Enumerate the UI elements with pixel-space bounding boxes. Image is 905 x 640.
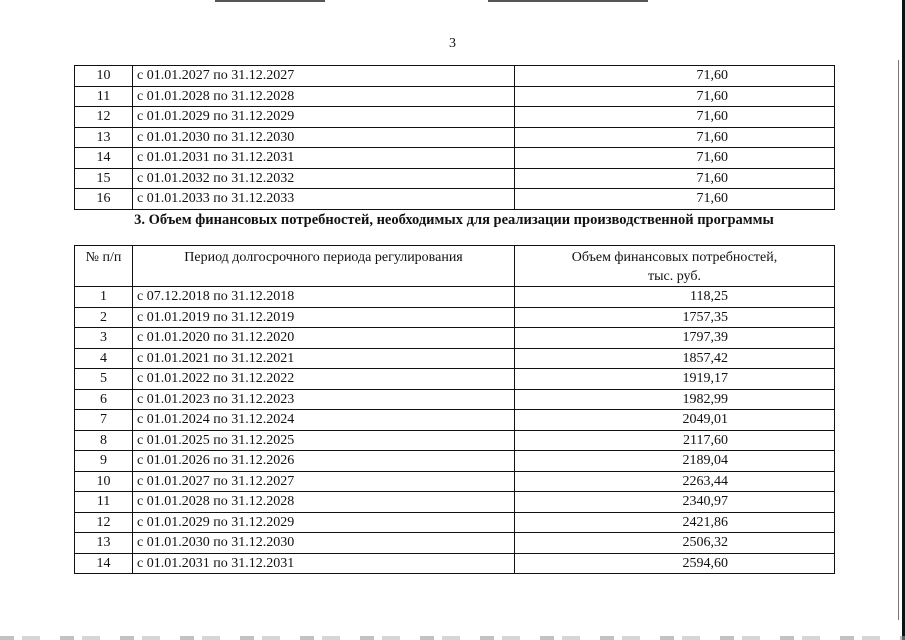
row-period: с 01.01.2022 по 31.12.2022 bbox=[133, 369, 515, 390]
table-row bbox=[75, 410, 835, 431]
row-period: с 01.01.2032 по 31.12.2032 bbox=[133, 168, 515, 189]
table-row bbox=[75, 127, 835, 148]
table-row bbox=[75, 492, 835, 513]
row-value: 71,60 bbox=[515, 107, 835, 128]
header-volume bbox=[515, 246, 835, 287]
table-row bbox=[75, 168, 835, 189]
row-number: 7 bbox=[75, 410, 133, 431]
row-value: 2263,44 bbox=[515, 471, 835, 492]
row-number: 14 bbox=[75, 553, 133, 574]
header-volume-line2: тыс. руб. bbox=[648, 269, 701, 284]
row-value: 2189,04 bbox=[515, 451, 835, 472]
row-value: 1757,35 bbox=[515, 307, 835, 328]
row-number: 2 bbox=[75, 307, 133, 328]
table-row bbox=[75, 107, 835, 128]
row-period: с 01.01.2030 по 31.12.2030 bbox=[133, 127, 515, 148]
row-period: с 01.01.2027 по 31.12.2027 bbox=[133, 471, 515, 492]
row-value: 71,60 bbox=[515, 168, 835, 189]
table-row bbox=[75, 66, 835, 87]
table-row bbox=[75, 287, 835, 308]
row-number: 5 bbox=[75, 369, 133, 390]
table-row bbox=[75, 189, 835, 210]
row-number: 14 bbox=[75, 148, 133, 169]
table-row bbox=[75, 389, 835, 410]
row-value: 71,60 bbox=[515, 86, 835, 107]
table-row bbox=[75, 533, 835, 554]
table-row bbox=[75, 86, 835, 107]
row-period: с 01.01.2021 по 31.12.2021 bbox=[133, 348, 515, 369]
row-period: с 01.01.2028 по 31.12.2028 bbox=[133, 86, 515, 107]
financial-needs-table bbox=[74, 245, 835, 574]
table-row bbox=[75, 512, 835, 533]
row-value: 71,60 bbox=[515, 148, 835, 169]
row-number: 13 bbox=[75, 533, 133, 554]
scan-top-mark bbox=[488, 0, 648, 2]
row-value: 1857,42 bbox=[515, 348, 835, 369]
row-value: 1982,99 bbox=[515, 389, 835, 410]
table-row bbox=[75, 451, 835, 472]
table-row bbox=[75, 328, 835, 349]
row-period: с 01.01.2031 по 31.12.2031 bbox=[133, 553, 515, 574]
header-volume-line1: Объем финансовых потребностей, bbox=[571, 250, 778, 265]
page-number: 3 bbox=[449, 36, 456, 51]
table-row bbox=[75, 148, 835, 169]
row-period: с 01.01.2029 по 31.12.2029 bbox=[133, 512, 515, 533]
header-num: № п/п bbox=[75, 246, 133, 287]
tariff-table-continued bbox=[74, 65, 835, 210]
row-value: 71,60 bbox=[515, 127, 835, 148]
row-value: 1797,39 bbox=[515, 328, 835, 349]
row-value: 71,60 bbox=[515, 66, 835, 87]
table-row bbox=[75, 369, 835, 390]
table-row bbox=[75, 553, 835, 574]
section-title: 3. Объем финансовых потребностей, необходимых для реализации производственной программы bbox=[134, 212, 774, 228]
row-value: 2594,60 bbox=[515, 553, 835, 574]
row-period: с 01.01.2023 по 31.12.2023 bbox=[133, 389, 515, 410]
row-number: 6 bbox=[75, 389, 133, 410]
row-number: 4 bbox=[75, 348, 133, 369]
row-number: 11 bbox=[75, 86, 133, 107]
row-period: с 01.01.2031 по 31.12.2031 bbox=[133, 148, 515, 169]
row-period: с 01.01.2028 по 31.12.2028 bbox=[133, 492, 515, 513]
row-value: 1919,17 bbox=[515, 369, 835, 390]
row-period: с 01.01.2025 по 31.12.2025 bbox=[133, 430, 515, 451]
scan-bottom-noise bbox=[0, 636, 905, 640]
row-number: 12 bbox=[75, 512, 133, 533]
row-value: 2117,60 bbox=[515, 430, 835, 451]
row-number: 12 bbox=[75, 107, 133, 128]
row-period: с 01.01.2020 по 31.12.2020 bbox=[133, 328, 515, 349]
row-value: 2340,97 bbox=[515, 492, 835, 513]
table-row bbox=[75, 348, 835, 369]
table-row bbox=[75, 307, 835, 328]
row-value: 2421,86 bbox=[515, 512, 835, 533]
row-value: 118,25 bbox=[515, 287, 835, 308]
row-number: 11 bbox=[75, 492, 133, 513]
table-header-row bbox=[75, 246, 835, 287]
row-period: с 01.01.2024 по 31.12.2024 bbox=[133, 410, 515, 431]
row-number: 10 bbox=[75, 66, 133, 87]
row-period: с 01.01.2027 по 31.12.2027 bbox=[133, 66, 515, 87]
scan-top-mark bbox=[215, 0, 325, 2]
row-number: 15 bbox=[75, 168, 133, 189]
row-number: 16 bbox=[75, 189, 133, 210]
row-period: с 01.01.2029 по 31.12.2029 bbox=[133, 107, 515, 128]
scan-edge-inner bbox=[898, 60, 899, 620]
row-period: с 01.01.2033 по 31.12.2033 bbox=[133, 189, 515, 210]
row-number: 1 bbox=[75, 287, 133, 308]
row-number: 9 bbox=[75, 451, 133, 472]
row-value: 2506,32 bbox=[515, 533, 835, 554]
row-number: 8 bbox=[75, 430, 133, 451]
row-number: 3 bbox=[75, 328, 133, 349]
row-value: 2049,01 bbox=[515, 410, 835, 431]
row-period: с 01.01.2019 по 31.12.2019 bbox=[133, 307, 515, 328]
row-value: 71,60 bbox=[515, 189, 835, 210]
row-number: 10 bbox=[75, 471, 133, 492]
row-period: с 07.12.2018 по 31.12.2018 bbox=[133, 287, 515, 308]
row-period: с 01.01.2026 по 31.12.2026 bbox=[133, 451, 515, 472]
table-row bbox=[75, 430, 835, 451]
row-period: с 01.01.2030 по 31.12.2030 bbox=[133, 533, 515, 554]
row-number: 13 bbox=[75, 127, 133, 148]
table-row bbox=[75, 471, 835, 492]
header-period: Период долгосрочного периода регулирования bbox=[133, 246, 515, 287]
